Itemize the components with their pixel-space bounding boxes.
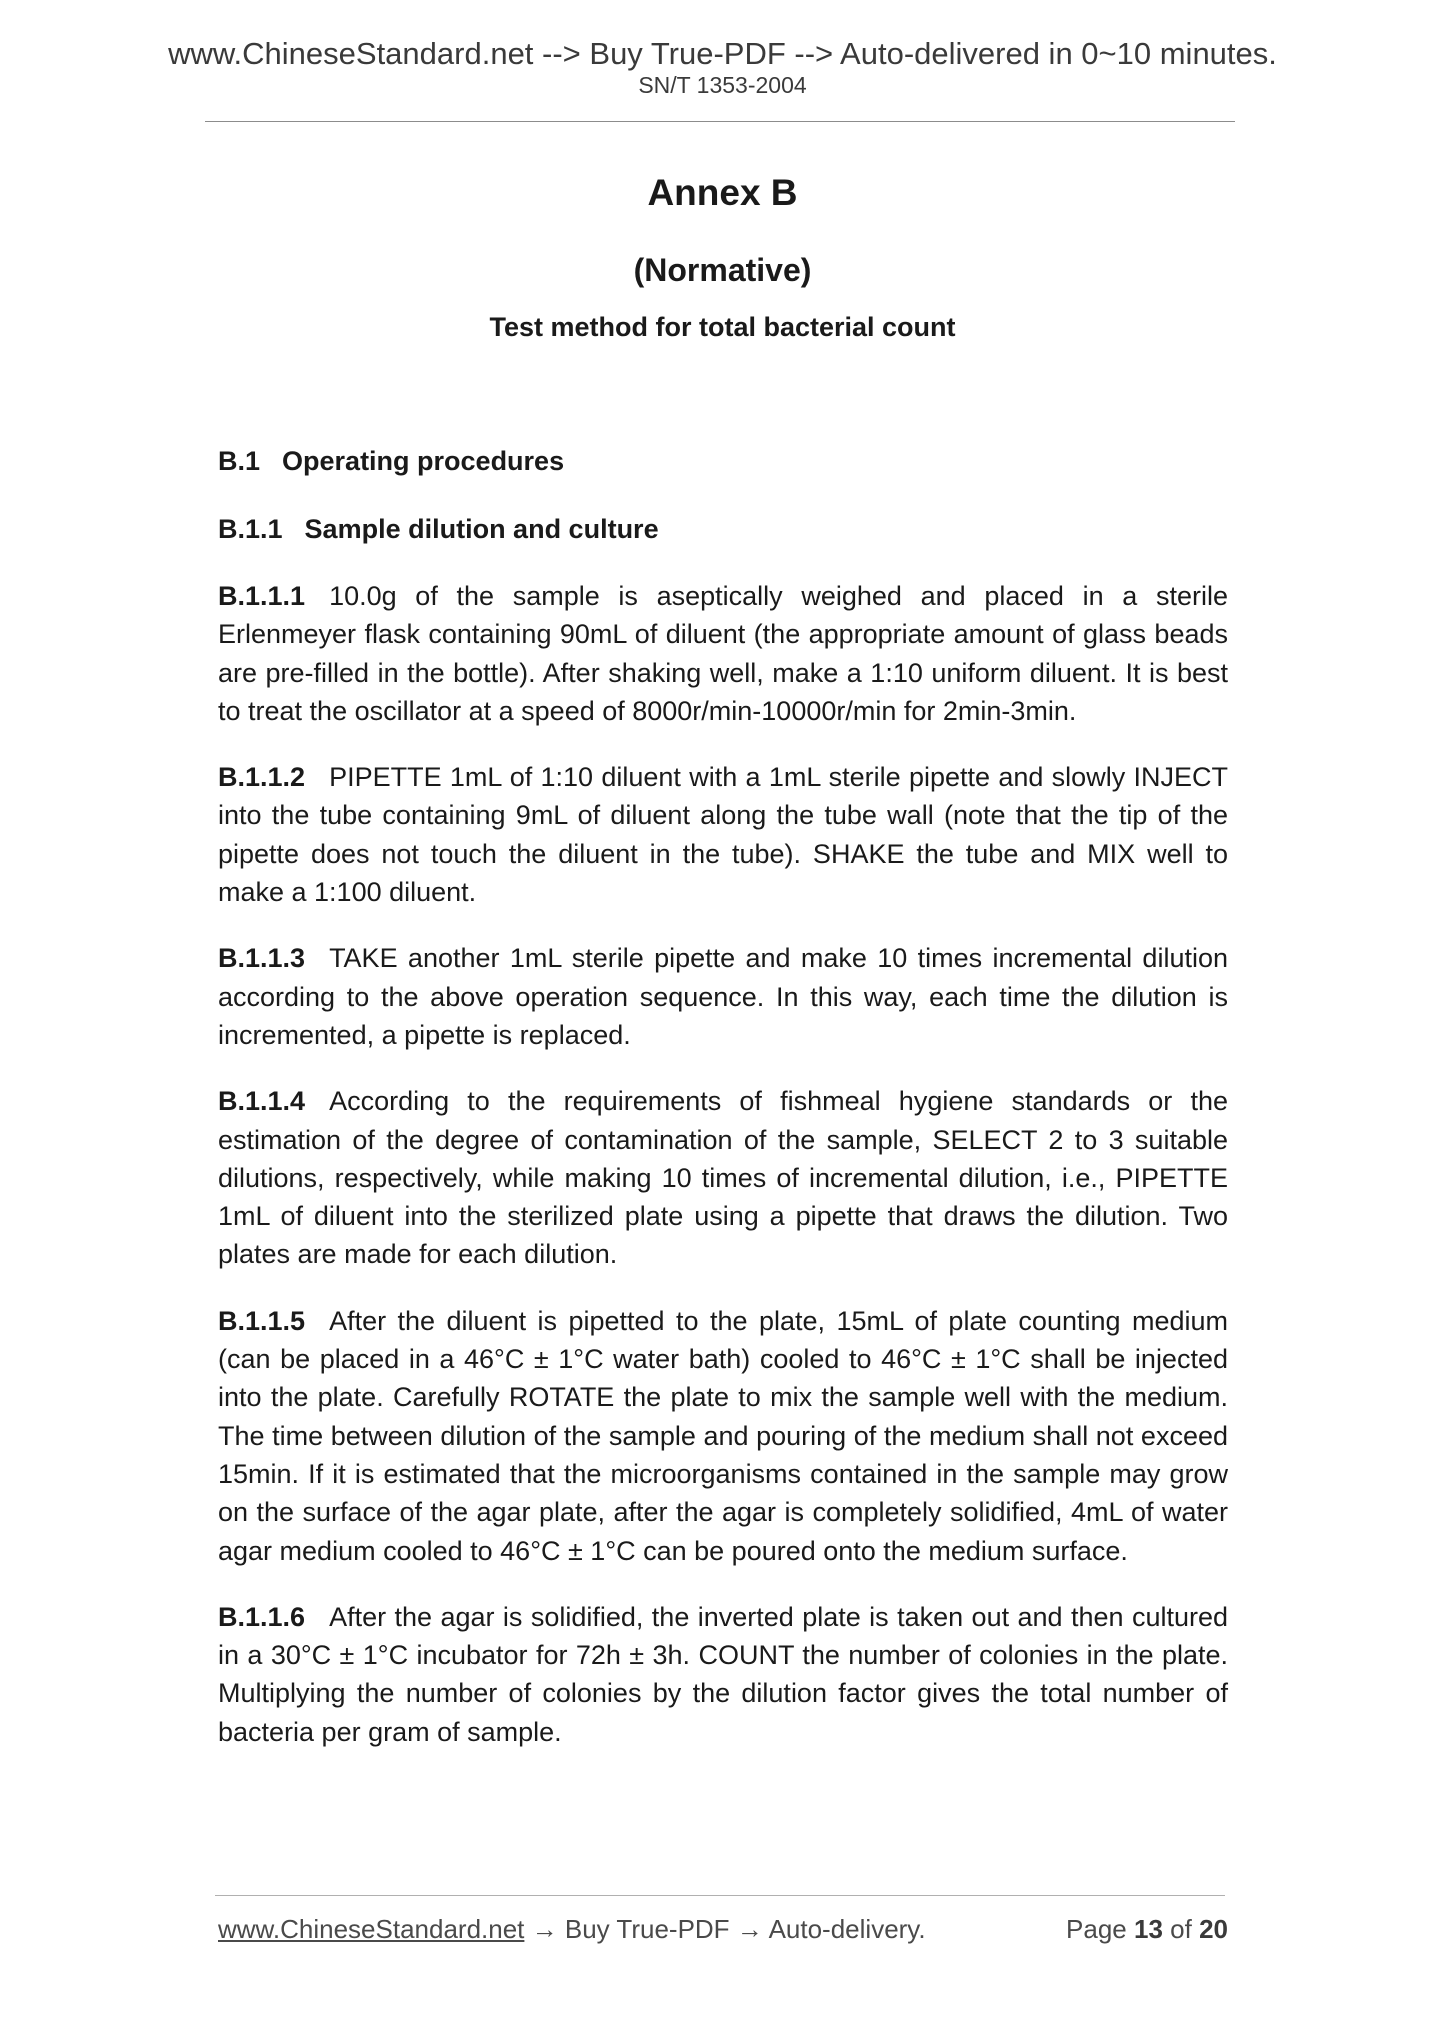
page-label: Page: [1066, 1914, 1127, 1944]
clause-text: According to the requirements of fishmeal hygiene standards or the estimation of the degree of contamination of the sample, SELECT 2 to 3 suitable dilutions, respectively, while making 10 times of incremental dilution, i.e., PIPETTE 1mL of diluent into the sterilized plate using a pipette that draws the dilution. Two plates are made for each dilution.: [218, 1086, 1228, 1270]
page-of: of: [1170, 1914, 1192, 1944]
clause-number: B.1.1.4: [218, 1086, 306, 1117]
annex-title: Annex B: [647, 172, 798, 213]
standard-code: SN/T 1353-2004: [638, 72, 807, 98]
footer-tagline: → Buy True-PDF → Auto-delivery.: [524, 1914, 926, 1944]
clause-text: After the diluent is pipetted to the plate, 15mL of plate counting medium (can be placed in a 46°C ± 1°C water bath) cooled to 46°C ± 1°C shall be injected into the plate. Carefully ROTATE the plate to mix the sample well with the medium. The time between dilution of the sample and pouring of the medium shall not exceed 15min. If it is estimated that the microorganisms contained in the sample may grow on the surface of the agar plate, after the agar is completely solidified, 4mL of water agar medium cooled to 46°C ± 1°C can be poured onto the medium surface.: [218, 1305, 1228, 1566]
footer-divider: [215, 1895, 1225, 1896]
section-heading-b11: [218, 510, 1228, 548]
clause-text: TAKE another 1mL sterile pipette and make 10 times incremental dilution according to the above operation sequence. In this way, each time the dilution is incremented, a pipette is replaced.: [218, 943, 1228, 1050]
section-number: B.1.1: [218, 514, 283, 544]
section-heading-b1: [218, 442, 1228, 480]
page-total: 20: [1199, 1914, 1228, 1944]
paragraph-b112: [218, 758, 1228, 911]
paragraph-b113: [218, 939, 1228, 1054]
page-footer: [218, 1916, 1228, 1942]
annex-name: Test method for total bacterial count: [489, 312, 956, 342]
clause-number: B.1.1.2: [218, 762, 306, 793]
document-body: [218, 442, 1228, 1779]
paragraph-b115: [218, 1302, 1228, 1570]
clause-number: B.1.1.1: [218, 581, 306, 611]
paragraph-b114: [218, 1082, 1228, 1273]
clause-text: PIPETTE 1mL of 1:10 diluent with a 1mL sterile pipette and slowly INJECT into the tube containing 9mL of diluent along the tube wall (note that the tip of the pipette does not touch the diluent in the tube). SHAKE the tube and MIX well to make a 1:100 diluent.: [218, 762, 1228, 908]
section-title: Operating procedures: [282, 446, 565, 476]
clause-number: B.1.1.3: [218, 943, 306, 974]
header-divider: [205, 121, 1235, 122]
clause-text: After the agar is solidified, the inverted plate is taken out and then cultured in a 30°C ± 1°C incubator for 72h ± 3h. COUNT the number of colonies in the plate. Multiplying the number of colonies by the dilution factor gives the total number of bacteria per gram of sample.: [218, 1601, 1228, 1747]
section-number: B.1: [218, 446, 261, 476]
header-banner: www.ChineseStandard.net --> Buy True-PDF --> Auto-delivered in 0~10 minutes.: [168, 36, 1277, 71]
footer-site-link[interactable]: www.ChineseStandard.net: [218, 1914, 525, 1944]
page-indicator: [1066, 1916, 1228, 1942]
annex-type: (Normative): [633, 252, 812, 288]
section-title: Sample dilution and culture: [304, 514, 659, 544]
clause-number: B.1.1.5: [218, 1305, 306, 1336]
clause-text: 10.0g of the sample is aseptically weighed and placed in a sterile Erlenmeyer flask containing 90mL of diluent (the appropriate amount of glass beads are pre-filled in the bottle). After shaking well, make a 1:10 uniform diluent. It is best to treat the oscillator at a speed of 8000r/min-10000r/min for 2min-3min.: [218, 581, 1228, 726]
clause-number: B.1.1.6: [218, 1601, 306, 1632]
page-current: 13: [1134, 1914, 1163, 1944]
paragraph-b111: [218, 577, 1228, 730]
paragraph-b116: [218, 1598, 1228, 1751]
